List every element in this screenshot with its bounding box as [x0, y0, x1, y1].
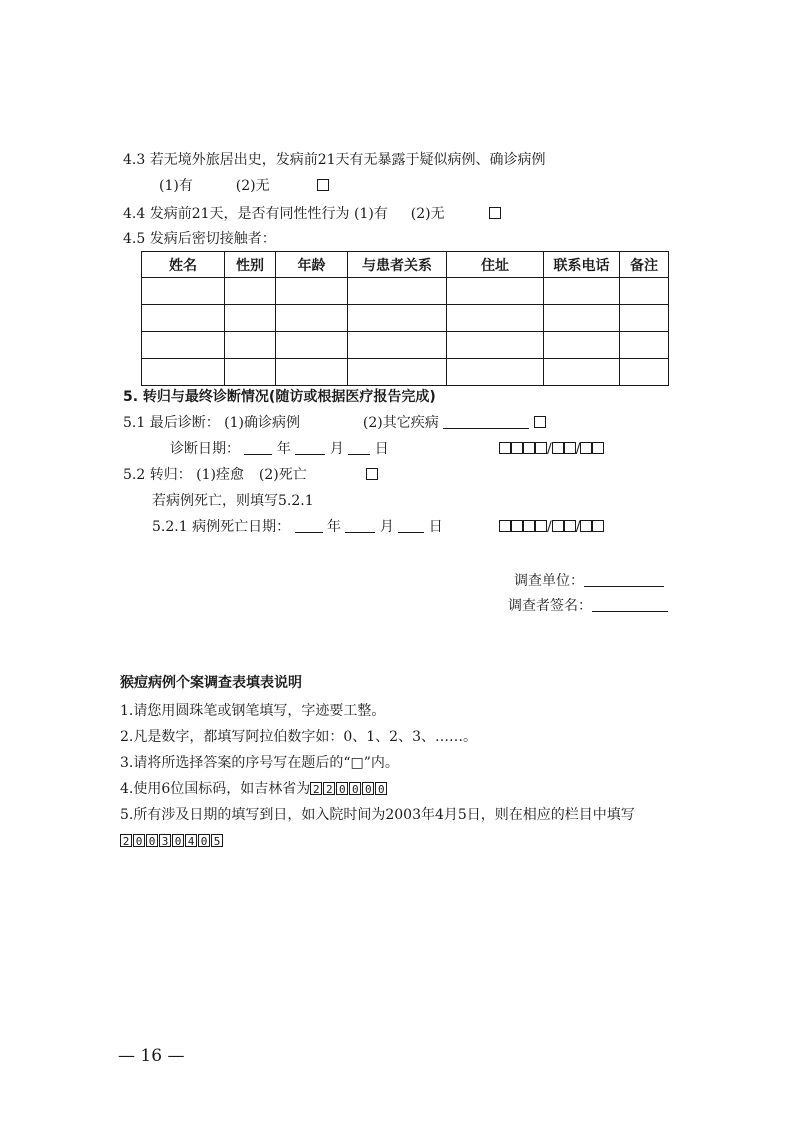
cell-input[interactable]	[276, 305, 348, 332]
cell-input[interactable]	[348, 278, 447, 305]
cell-input[interactable]	[225, 305, 276, 332]
date-separator: /	[547, 519, 552, 535]
cell-input[interactable]	[225, 332, 276, 359]
digit-box: 0	[133, 834, 145, 847]
cell-input[interactable]	[348, 359, 447, 386]
q44-option-yes[interactable]: (1)有	[353, 206, 388, 222]
cell-input[interactable]	[276, 359, 348, 386]
header-sex: 性别	[225, 252, 276, 278]
digit-box[interactable]	[592, 520, 604, 532]
table-header-row	[142, 252, 669, 278]
header-remarks: 备注	[620, 252, 669, 278]
date-separator: /	[575, 519, 581, 535]
digit-box[interactable]	[592, 442, 604, 454]
cell-input[interactable]	[447, 305, 544, 332]
digit-box: 0	[362, 782, 374, 795]
q51-option-other[interactable]: (2)其它疾病	[362, 415, 439, 431]
digit-box[interactable]	[535, 442, 547, 454]
instruction-item-4	[120, 780, 388, 798]
investigator-label: 调查者签名：	[508, 598, 592, 614]
q52-option-died[interactable]: (2)死亡	[258, 467, 307, 483]
death-note: 若病例死亡，则填写5.2.1	[152, 493, 314, 509]
cell-input[interactable]	[544, 359, 620, 386]
digit-box[interactable]	[580, 442, 592, 454]
digit-box[interactable]	[511, 520, 523, 532]
date-separator: /	[575, 441, 581, 457]
question-5-2	[123, 466, 378, 484]
question-5-2-1	[152, 518, 443, 536]
digit-box[interactable]	[499, 442, 511, 454]
q44-text: 4.4 发病前21天，是否有同性性行为	[123, 206, 350, 222]
death-month-field[interactable]	[345, 518, 375, 533]
question-4-5-text: 4.5 发病后密切接触者：	[123, 231, 276, 247]
cell-input[interactable]	[447, 359, 544, 386]
cell-input[interactable]	[348, 332, 447, 359]
digit-box: 2	[120, 834, 132, 847]
header-address: 住址	[447, 252, 544, 278]
digit-box: 4	[185, 834, 197, 847]
cell-input[interactable]	[544, 305, 620, 332]
cell-input[interactable]	[225, 278, 276, 305]
instruction-item-2: 2.凡是数字，都填写阿拉伯数字如：0、1、2、3、……。	[120, 729, 477, 745]
diag-date-label: 诊断日期：	[170, 441, 240, 457]
header-relationship: 与患者关系	[348, 252, 447, 278]
cell-input[interactable]	[620, 305, 669, 332]
instruction-item-3: 3.请将所选择答案的序号写在题后的“□”内。	[120, 755, 399, 771]
example-code-digits	[310, 781, 388, 797]
diag-year-unit: 年	[276, 441, 291, 457]
instruction-item-5-text: 5.所有涉及日期的填写到日，如入院时间为2003年4月5日，则在相应的栏目中填写	[120, 807, 635, 823]
investigator-row	[508, 597, 668, 615]
header-age: 年龄	[276, 252, 348, 278]
digit-box[interactable]	[564, 442, 576, 454]
digit-box[interactable]	[580, 520, 592, 532]
q52-label: 5.2 转归：	[123, 467, 192, 483]
digit-box: 3	[159, 834, 171, 847]
q44-answer-checkbox[interactable]	[489, 207, 501, 219]
digit-box[interactable]	[511, 442, 523, 454]
diag-day-field[interactable]	[348, 440, 370, 455]
table-row	[142, 305, 669, 332]
death-date-boxes	[499, 518, 604, 536]
cell-input[interactable]	[348, 305, 447, 332]
cell-input[interactable]	[544, 278, 620, 305]
diagnosis-date-boxes	[499, 440, 604, 458]
survey-unit-row	[514, 572, 664, 590]
cell-input[interactable]	[276, 278, 348, 305]
question-5-1	[123, 414, 546, 432]
page-number: — 16 —	[118, 1046, 185, 1066]
q51-other-disease-field[interactable]	[443, 414, 529, 429]
digit-box: 0	[198, 834, 210, 847]
example-date-digits	[120, 832, 224, 850]
cell-input[interactable]	[276, 332, 348, 359]
death-year-field[interactable]	[295, 518, 323, 533]
cell-input[interactable]	[142, 359, 225, 386]
digit-box: 0	[375, 782, 387, 795]
digit-box: 0	[146, 834, 158, 847]
instruction-item-4-text: 4.使用6位国标码，如吉林省为	[120, 781, 311, 797]
q51-label: 5.1 最后诊断：	[123, 415, 220, 431]
question-4-3-options	[159, 177, 329, 195]
q51-option-confirmed[interactable]: (1)确诊病例	[224, 415, 301, 431]
digit-box[interactable]	[523, 520, 535, 532]
header-name: 姓名	[142, 252, 225, 278]
q521-label: 5.2.1 病例死亡日期：	[152, 519, 291, 535]
question-4-3-text: 4.3 若无境外旅居出史，发病前21天有无暴露于疑似病例、确诊病例	[123, 152, 546, 168]
diag-year-field[interactable]	[244, 440, 272, 455]
table-row	[142, 359, 669, 386]
q43-option-yes[interactable]: (1)有	[159, 178, 193, 194]
diagnosis-date-row	[170, 440, 389, 458]
cell-input[interactable]	[447, 278, 544, 305]
cell-input[interactable]	[620, 359, 669, 386]
digit-box: 5	[211, 834, 223, 847]
death-month-unit: 月	[379, 519, 394, 535]
cell-input[interactable]	[447, 332, 544, 359]
cell-input[interactable]	[142, 278, 225, 305]
question-4-4	[123, 205, 501, 223]
digit-box[interactable]	[564, 520, 576, 532]
table-row	[142, 278, 669, 305]
q52-answer-checkbox[interactable]	[366, 468, 378, 480]
cell-input[interactable]	[620, 332, 669, 359]
q43-option-no[interactable]: (2)无	[235, 178, 270, 194]
digit-box[interactable]	[499, 520, 511, 532]
digit-box: 0	[172, 834, 184, 847]
digit-box[interactable]	[552, 442, 564, 454]
instruction-item-1: 1.请您用圆珠笔或钢笔填写，字迹要工整。	[120, 703, 386, 719]
death-year-unit: 年	[326, 519, 341, 535]
date-separator: /	[547, 441, 552, 457]
investigator-signature-field[interactable]	[592, 597, 668, 612]
death-day-field[interactable]	[398, 518, 424, 533]
digit-box: 0	[349, 782, 361, 795]
instructions-title: 猴痘病例个案调查表填表说明	[120, 675, 302, 691]
survey-unit-field[interactable]	[584, 572, 664, 587]
cell-input[interactable]	[620, 278, 669, 305]
death-day-unit: 日	[428, 519, 443, 535]
cell-input[interactable]	[225, 359, 276, 386]
digit-box: 2	[323, 782, 335, 795]
q43-answer-checkbox[interactable]	[317, 179, 329, 191]
digit-box[interactable]	[552, 520, 564, 532]
digit-box[interactable]	[523, 442, 535, 454]
survey-unit-label: 调查单位：	[514, 573, 584, 589]
digit-box: 0	[336, 782, 348, 795]
q51-answer-checkbox[interactable]	[534, 416, 546, 428]
cell-input[interactable]	[142, 305, 225, 332]
diag-month-field[interactable]	[295, 440, 325, 455]
header-phone: 联系电话	[544, 252, 620, 278]
section-5-title: 5. 转归与最终诊断情况(随访或根据医疗报告完成)	[123, 389, 436, 405]
q52-option-recovered[interactable]: (1)痊愈	[196, 467, 245, 483]
diag-day-unit: 日	[374, 441, 389, 457]
digit-box: 2	[310, 782, 322, 795]
diag-month-unit: 月	[329, 441, 344, 457]
table-row	[142, 332, 669, 359]
close-contacts-table	[141, 251, 669, 386]
cell-input[interactable]	[544, 332, 620, 359]
digit-box[interactable]	[535, 520, 547, 532]
cell-input[interactable]	[142, 332, 225, 359]
q44-option-no[interactable]: (2)无	[410, 206, 445, 222]
